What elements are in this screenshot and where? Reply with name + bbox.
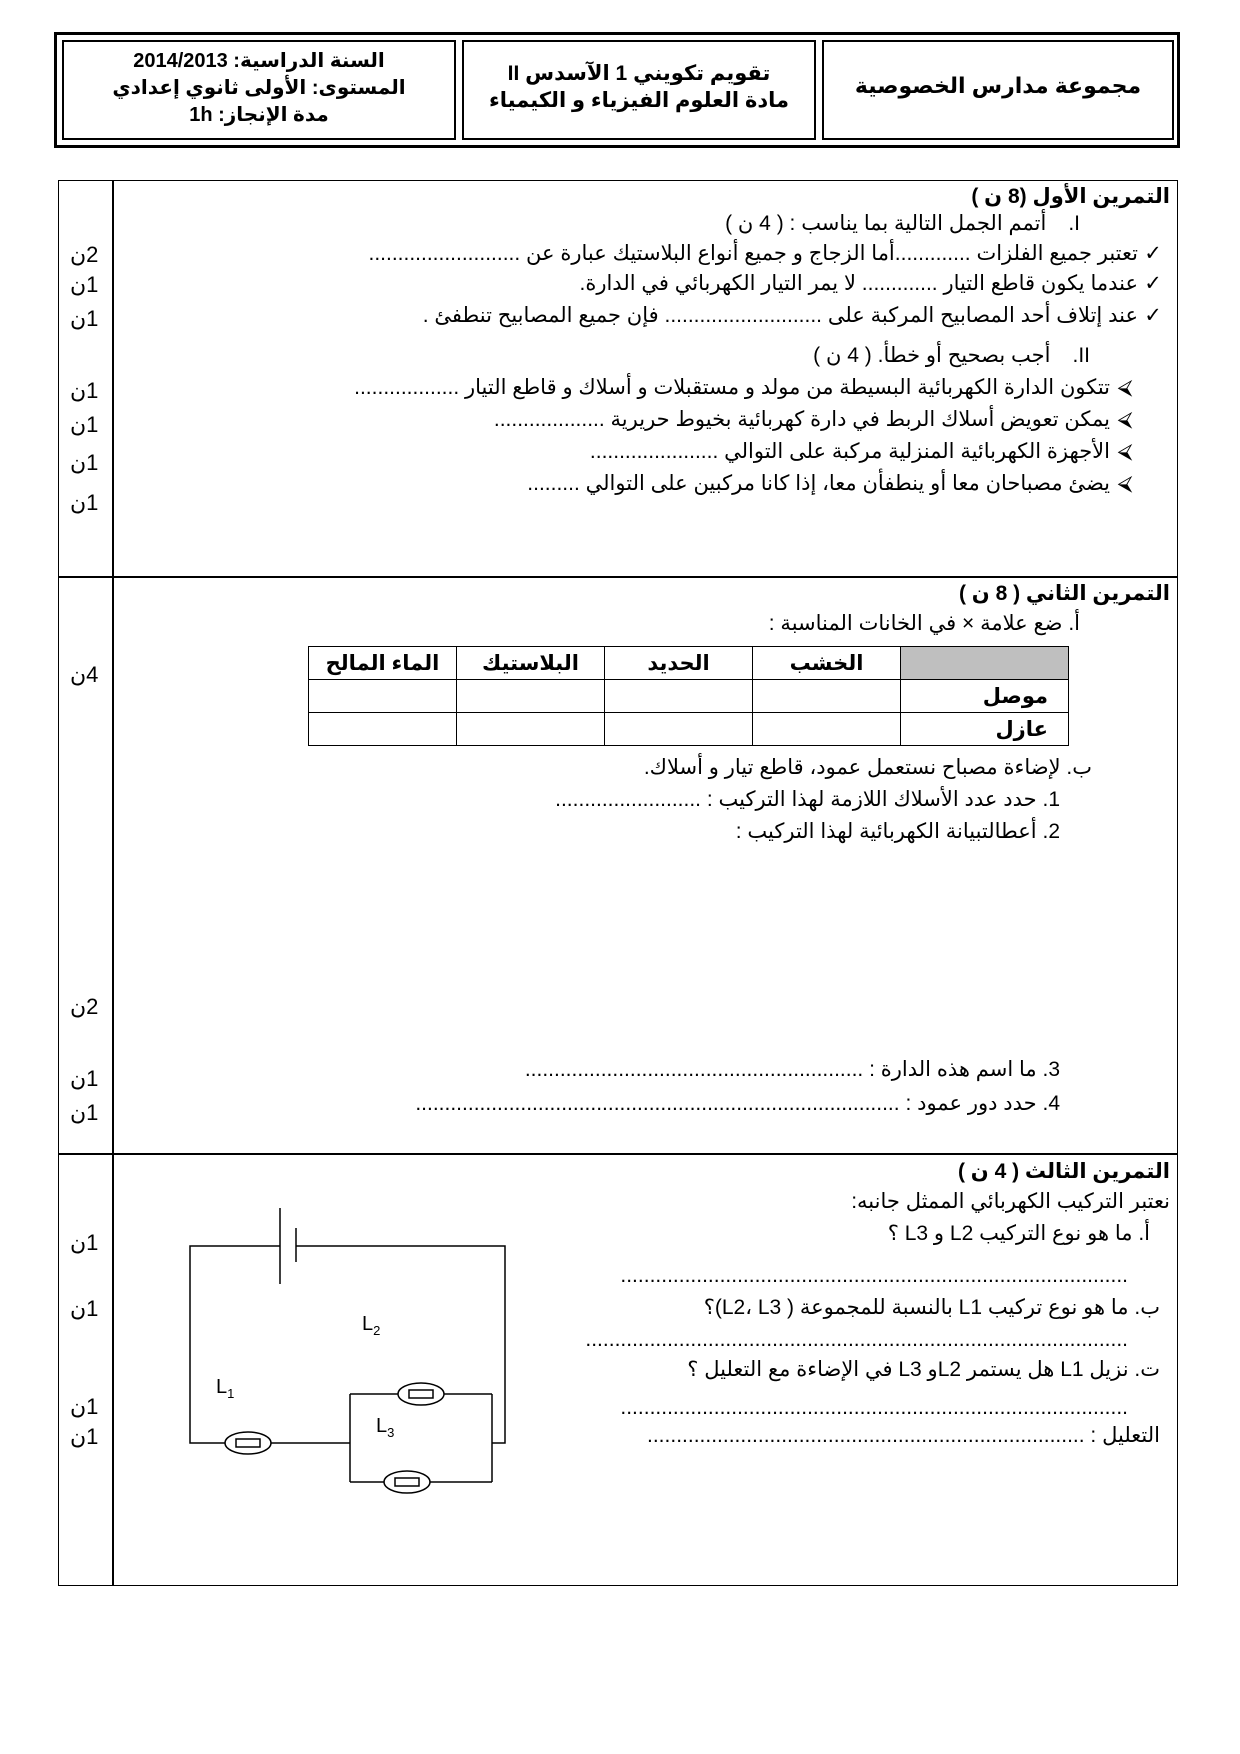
ex3-dots-b: .............................................................................................: [585, 1328, 1128, 1351]
mark: 2ن: [70, 994, 99, 1019]
exam-duration: مدة الإنجاز: 1h: [189, 104, 329, 126]
mark: 1ن: [70, 1296, 99, 1321]
mark: 4ن: [70, 662, 99, 687]
ex1-tf-4: ⮘يضئ مصباحان معا أو ينطفأن معا، إذا كانا مركبين على التوالي .........: [527, 470, 1140, 498]
ex2-part-a: أ. ضع علامة × في الخانات المناسبة :: [768, 612, 1080, 635]
mark: 1ن: [70, 378, 99, 403]
lamp-l2-icon: [398, 1383, 444, 1405]
ex3-qc: ت. نزيل L1 هل يستمر L2و L3 في الإضاءة مع التعليل ؟: [687, 1358, 1160, 1381]
ex1-tf-2: ⮘يمكن تعويض أسلاك الربط في دارة كهربائية بخيوط حريرية ...................: [494, 406, 1140, 434]
subject-title: مادة العلوم الفيزياء و الكيمياء: [489, 89, 789, 112]
ex1-part1-title: أتمم الجمل التالية بما يناسب : ( 4 ن ): [725, 212, 1047, 235]
ex3-justify: التعليل : ...........................................................................: [647, 1424, 1160, 1447]
ex1-tf-3: ⮘الأجهزة الكهربائية المنزلية مركبة على التوالي ......................: [590, 438, 1140, 466]
ex2-q4: 4. حدد دور عمود : ...................................................................................: [415, 1092, 1060, 1115]
arrow-icon: ⮘: [1117, 408, 1133, 431]
header-school-box: [822, 40, 1174, 140]
mark: 1ن: [70, 1230, 99, 1255]
mark: 1ن: [70, 1066, 99, 1091]
row-label-insulator: عازل: [901, 713, 1069, 746]
ex1-item-1: ✓تعتبر جميع الفلزات .............أما الزجاج و جميع أنواع البلاستيك عبارة عن ..........................: [369, 240, 1169, 268]
ex3-title: التمرين الثالث ( 4 ن ): [957, 1160, 1170, 1183]
ex1-part1-num: I.: [1068, 212, 1080, 235]
ex1-part1-heading: [725, 210, 1080, 238]
check-icon: ✓: [1144, 304, 1162, 327]
ex2-part-b: ب. لإضاءة مصباح نستعمل عمود، قاطع تيار و أسلاك.: [643, 756, 1092, 779]
wire-top-right: [296, 1246, 505, 1443]
table-header: الخشب: [753, 647, 901, 680]
label-l3: $L_3$: [376, 1415, 395, 1440]
table-row: [309, 713, 1069, 746]
row-label-conductor: موصل: [901, 680, 1069, 713]
ex1-item-3: ✓عند إتلاف أحد المصابيح المركبة على ........................... فإن جميع المصابيح تنطفئ .: [423, 302, 1168, 330]
lamp-l3-icon: [384, 1471, 430, 1493]
answer-cell[interactable]: [605, 680, 753, 713]
school-year: السنة الدراسية: 2014/2013: [133, 50, 385, 72]
ex1-title: التمرين الأول (8 ن ): [971, 185, 1170, 208]
answer-cell[interactable]: [309, 680, 457, 713]
answer-cell[interactable]: [753, 713, 901, 746]
ex1-part2-title: أجب بصحيح أو خطأ. ( 4 ن ): [813, 344, 1051, 367]
circuit-diagram: [180, 1200, 520, 1500]
ex2-q2: 2. أعطالتبيانة الكهربائية لهذا التركيب :: [735, 820, 1060, 843]
materials-table: [308, 646, 1069, 746]
arrow-icon: ⮘: [1117, 440, 1133, 463]
answer-cell[interactable]: [457, 680, 605, 713]
label-l2: $L_2$: [362, 1313, 381, 1338]
header-info-box: [62, 40, 456, 140]
ex3-qb: ب. ما هو نوع تركيب L1 بالنسبة للمجموعة ( L2، L3)؟: [703, 1296, 1160, 1319]
mark: 1ن: [70, 450, 99, 475]
table-row: [309, 680, 1069, 713]
header-test-box: [462, 40, 816, 140]
mark: 1ن: [70, 272, 99, 297]
label-l1: $L_1$: [216, 1376, 235, 1401]
check-icon: ✓: [1144, 242, 1162, 265]
school-level: المستوى: الأولى ثانوي إعدادي: [112, 77, 406, 99]
mark: 1ن: [70, 306, 99, 331]
ex1-part2-heading: [813, 342, 1090, 370]
answer-cell[interactable]: [753, 680, 901, 713]
header-frame: [54, 32, 1180, 148]
ex3-qa: أ. ما هو نوع التركيب L2 و L3 ؟: [887, 1222, 1150, 1245]
test-title: تقويم تكويني 1 الآسدس II: [507, 62, 771, 85]
answer-cell[interactable]: [605, 713, 753, 746]
ex2-q1: 1. حدد عدد الأسلاك اللازمة لهذا التركيب : .........................: [555, 788, 1060, 811]
arrow-icon: ⮘: [1117, 472, 1133, 495]
mark: 1ن: [70, 490, 99, 515]
ex2-q3: 3. ما اسم هذه الدارة : ..........................................................: [524, 1058, 1060, 1081]
marks-column-divider: [112, 180, 114, 1586]
arrow-icon: ⮘: [1117, 376, 1133, 399]
table-corner-cell: [901, 647, 1069, 680]
section-divider-2: [58, 1153, 1178, 1155]
table-header: البلاستيك: [457, 647, 605, 680]
table-row: [309, 647, 1069, 680]
table-header: الحديد: [605, 647, 753, 680]
table-header: الماء المالح: [309, 647, 457, 680]
ex2-title: التمرين الثاني ( 8 ن ): [958, 582, 1170, 605]
ex1-part2-num: II.: [1072, 344, 1090, 367]
mark: 1ن: [70, 1424, 99, 1449]
lamp-l1-icon: [225, 1432, 271, 1454]
mark: 2ن: [70, 242, 99, 267]
section-divider-1: [58, 576, 1178, 578]
ex3-dots-a: .......................................................................................: [620, 1264, 1128, 1287]
mark: 1ن: [70, 412, 99, 437]
check-icon: ✓: [1144, 272, 1162, 295]
wire-top-left: [190, 1246, 280, 1443]
answer-cell[interactable]: [457, 713, 605, 746]
ex1-tf-1: ⮘تتكون الدارة الكهربائية البسيطة من مولد و مستقبلات و أسلاك و قاطع التيار ..................: [354, 374, 1140, 402]
ex1-item-2: ✓عندما يكون قاطع التيار ............. لا يمر التيار الكهربائي في الدارة.: [579, 270, 1168, 298]
mark: 1ن: [70, 1100, 99, 1125]
school-name: مجموعة مدارس الخصوصية: [854, 73, 1142, 98]
ex3-intro: نعتبر التركيب الكهربائي الممثل جانبه:: [851, 1190, 1170, 1213]
answer-cell[interactable]: [309, 713, 457, 746]
ex3-dots-c: .......................................................................................: [620, 1396, 1128, 1419]
mark: 1ن: [70, 1394, 99, 1419]
